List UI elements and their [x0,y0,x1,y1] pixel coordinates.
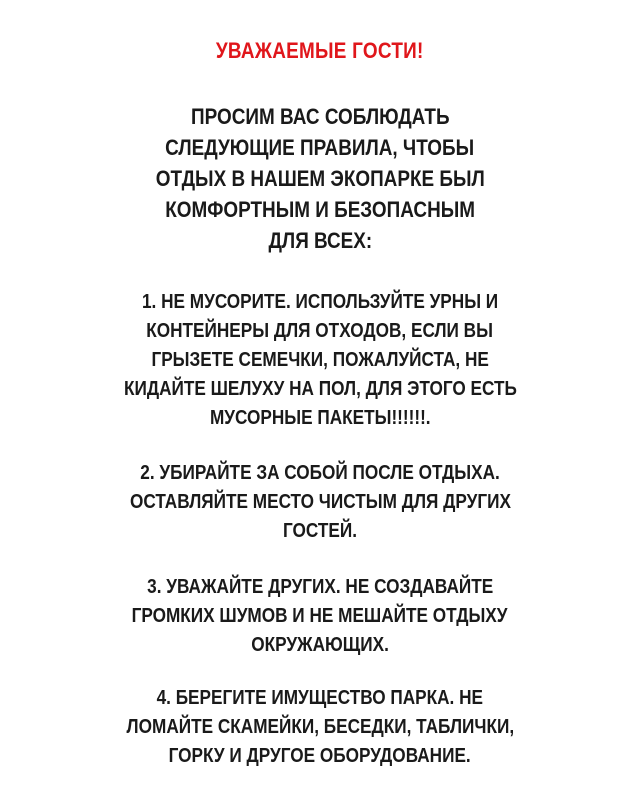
intro-line: ДЛЯ ВСЕХ: [268,228,372,253]
intro-line: СЛЕДУЮЩИЕ ПРАВИЛА, ЧТОБЫ [165,135,475,160]
intro-line: КОМФОРТНЫМ И БЕЗОПАСНЫМ [165,197,475,222]
notice-heading [0,38,640,64]
rule-line: ГРОМКИХ ШУМОВ И НЕ МЕШАЙТЕ ОТДЫХУ [132,605,508,627]
intro-line: ПРОСИМ ВАС СОБЛЮДАТЬ [190,104,450,129]
rule-2 [0,459,640,546]
rule-1 [0,288,640,433]
rule-line: ГОСТЕЙ. [282,520,358,542]
rule-line: ГРЫЗЕТЕ СЕМЕЧКИ, ПОЖАЛУЙСТА, НЕ [151,349,489,371]
rule-line: МУСОРНЫЕ ПАКЕТЫ!!!!!!. [209,407,431,429]
notice-intro [0,101,640,256]
intro-line: ОТДЫХ В НАШЕМ ЭКОПАРКЕ БЫЛ [155,166,485,191]
rule-line: 3. УВАЖАЙТЕ ДРУГИХ. НЕ СОЗДАВАЙТЕ [146,576,494,598]
rule-line: ГОРКУ И ДРУГОЕ ОБОРУДОВАНИЕ. [168,745,472,767]
rule-line: КОНТЕЙНЕРЫ ДЛЯ ОТХОДОВ, ЕСЛИ ВЫ [146,320,494,342]
rule-line: ЛОМАЙТЕ СКАМЕЙКИ, БЕСЕДКИ, ТАБЛИЧКИ, [126,716,514,738]
rule-line: 2. УБИРАЙТЕ ЗА СОБОЙ ПОСЛЕ ОТДЫХА. [140,462,500,484]
notice-heading-text: УВАЖАЕМЫЕ ГОСТИ! [216,38,424,63]
rule-line: ОКРУЖАЮЩИХ. [251,634,389,656]
rule-line: 4. БЕРЕГИТЕ ИМУЩЕСТВО ПАРКА. НЕ [156,687,484,709]
rule-line: ОСТАВЛЯЙТЕ МЕСТО ЧИСТЫМ ДЛЯ ДРУГИХ [129,491,511,513]
rule-line: КИДАЙТЕ ШЕЛУХУ НА ПОЛ, ДЛЯ ЭТОГО ЕСТЬ [123,378,517,400]
rule-3 [0,573,640,660]
rule-line: 1. НЕ МУСОРИТЕ. ИСПОЛЬЗУЙТЕ УРНЫ И [141,291,499,313]
rule-4 [0,684,640,771]
